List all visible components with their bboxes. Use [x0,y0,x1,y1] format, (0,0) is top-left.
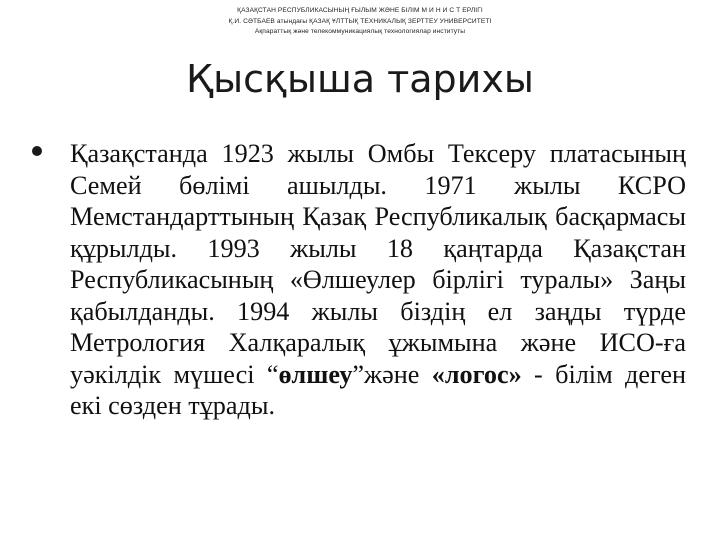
institute-line: Ақпараттық және телекоммуникациялық технологиялар институты [254,28,466,35]
ministry-line: ҚАЗАҚСТАН РЕСПУБЛИКАСЫНЫҢ ҒЫЛЫМ ЖӘНЕ БІЛІМ М И Н И С Т ЕРЛІГІ [237,7,483,14]
term-olsheu: өлшеу [278,359,353,389]
paragraph-text-1: Қазақстанда 1923 жылы Омбы Тексеру платасының Семей бөлімі ашылды. 1971 жылы КСРО Мемстандарттының Қазақ Республикалық басқармасы құрылды. 1993 жылы 18 қаңтарда Қазақстан Республикасының «Өлшеулер бірлігі туралы» Заңы қабылданды. 1994 жылы біздің ел заңды түрде Метрология Халқаралық ұжымына және ИСО-ға уәкілдік мүшесі “ [70,139,686,389]
bullet-dot-icon [32,146,42,156]
term-logos: «логос» [431,359,522,389]
paragraph-text-2: ”және [352,359,432,389]
paragraph-text-3: - білім деген екі сөзден тұрады. [70,359,686,420]
university-line: Қ.И. СӘТБАЕВ атындағы ҚАЗАҚ ҰЛТТЫҚ ТЕХНИКАЛЫҚ ЗЕРТТЕУ УНИВЕРСИТЕТІ [228,17,492,25]
institution-header [0,6,720,38]
slide-title: Қысқыша тарихы [186,57,534,101]
history-paragraph [70,138,686,422]
